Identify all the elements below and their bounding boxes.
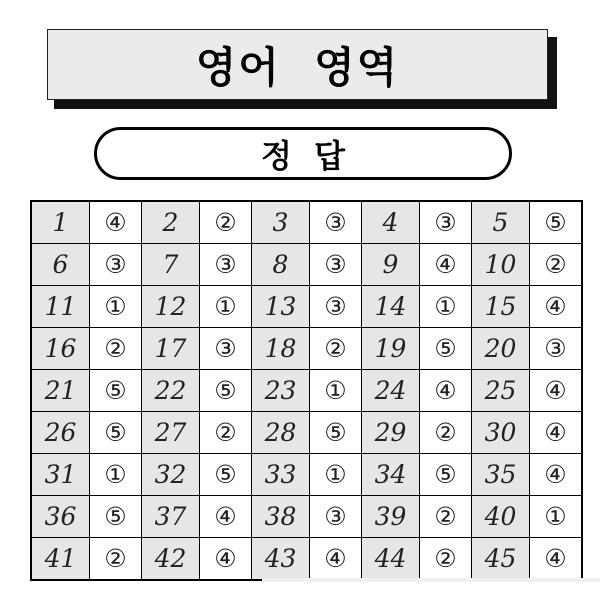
answer-choice: ⑤ [530, 201, 583, 244]
answer-choice: ⑤ [90, 496, 142, 538]
question-number: 30 [472, 412, 530, 454]
answer-choice: ③ [420, 201, 472, 244]
question-number: 2 [142, 201, 200, 244]
answer-choice: ② [90, 538, 142, 581]
bottom-shadow [262, 578, 600, 582]
question-number: 33 [252, 454, 310, 496]
question-number: 24 [362, 370, 420, 412]
question-number: 23 [252, 370, 310, 412]
question-number: 10 [472, 244, 530, 286]
question-number: 42 [142, 538, 200, 581]
question-number: 28 [252, 412, 310, 454]
answer-choice: ④ [420, 370, 472, 412]
question-number: 15 [472, 286, 530, 328]
question-number: 12 [142, 286, 200, 328]
table-row [31, 370, 582, 412]
answer-choice: ② [90, 328, 142, 370]
answer-choice: ③ [200, 244, 252, 286]
question-number: 41 [31, 538, 90, 581]
question-number: 29 [362, 412, 420, 454]
table-row [31, 244, 582, 286]
answer-choice: ③ [310, 244, 362, 286]
answer-choice: ④ [530, 412, 583, 454]
answer-choice: ⑤ [420, 454, 472, 496]
question-number: 32 [142, 454, 200, 496]
table-row [31, 538, 582, 581]
page-title: 영어 영역 [195, 42, 400, 92]
table-row [31, 328, 582, 370]
question-number: 14 [362, 286, 420, 328]
question-number: 7 [142, 244, 200, 286]
question-number: 31 [31, 454, 90, 496]
question-number: 19 [362, 328, 420, 370]
answer-choice: ③ [200, 328, 252, 370]
answer-choice: ② [200, 412, 252, 454]
answer-choice: ⑤ [310, 412, 362, 454]
question-number: 37 [142, 496, 200, 538]
answer-choice: ① [90, 454, 142, 496]
table-row [31, 496, 582, 538]
answer-choice: ③ [310, 286, 362, 328]
question-number: 21 [31, 370, 90, 412]
answer-table-body [31, 201, 582, 580]
title-box [47, 29, 548, 100]
question-number: 27 [142, 412, 200, 454]
question-number: 4 [362, 201, 420, 244]
question-number: 36 [31, 496, 90, 538]
answer-choice: ① [530, 496, 583, 538]
question-number: 44 [362, 538, 420, 581]
answer-choice: ④ [90, 201, 142, 244]
question-number: 20 [472, 328, 530, 370]
question-number: 8 [252, 244, 310, 286]
answer-choice: ⑤ [90, 370, 142, 412]
answer-choice: ① [200, 286, 252, 328]
answer-choice: ⑤ [200, 370, 252, 412]
answer-choice: ⑤ [90, 412, 142, 454]
table-row [31, 454, 582, 496]
answer-choice: ① [90, 286, 142, 328]
answer-choice: ③ [90, 244, 142, 286]
answer-choice: ③ [530, 328, 583, 370]
answer-choice: ④ [200, 496, 252, 538]
question-number: 1 [31, 201, 90, 244]
answer-choice: ④ [310, 538, 362, 581]
question-number: 17 [142, 328, 200, 370]
answer-choice: ② [420, 538, 472, 581]
question-number: 26 [31, 412, 90, 454]
question-number: 22 [142, 370, 200, 412]
question-number: 13 [252, 286, 310, 328]
answer-choice: ③ [310, 201, 362, 244]
answer-header [94, 127, 512, 180]
answer-choice: ② [200, 201, 252, 244]
answer-choice: ② [310, 328, 362, 370]
question-number: 11 [31, 286, 90, 328]
question-number: 45 [472, 538, 530, 581]
question-number: 39 [362, 496, 420, 538]
question-number: 38 [252, 496, 310, 538]
answer-choice: ② [420, 412, 472, 454]
question-number: 5 [472, 201, 530, 244]
question-number: 9 [362, 244, 420, 286]
answer-choice: ① [310, 454, 362, 496]
answer-choice: ④ [420, 244, 472, 286]
answer-choice: ④ [530, 538, 583, 581]
answer-choice: ① [420, 286, 472, 328]
table-row [31, 412, 582, 454]
question-number: 34 [362, 454, 420, 496]
table-row [31, 201, 582, 244]
answer-choice: ④ [530, 454, 583, 496]
table-row [31, 286, 582, 328]
question-number: 18 [252, 328, 310, 370]
answer-choice: ④ [200, 538, 252, 581]
answer-choice: ② [530, 244, 583, 286]
answer-choice: ④ [530, 370, 583, 412]
answer-choice: ④ [530, 286, 583, 328]
question-number: 35 [472, 454, 530, 496]
answer-choice: ① [310, 370, 362, 412]
question-number: 25 [472, 370, 530, 412]
question-number: 3 [252, 201, 310, 244]
question-number: 16 [31, 328, 90, 370]
question-number: 40 [472, 496, 530, 538]
answer-choice: ⑤ [200, 454, 252, 496]
answer-choice: ② [420, 496, 472, 538]
answer-header-label: 정 답 [260, 136, 346, 175]
question-number: 6 [31, 244, 90, 286]
question-number: 43 [252, 538, 310, 581]
answer-table [30, 200, 583, 581]
answer-choice: ⑤ [420, 328, 472, 370]
answer-choice: ③ [310, 496, 362, 538]
